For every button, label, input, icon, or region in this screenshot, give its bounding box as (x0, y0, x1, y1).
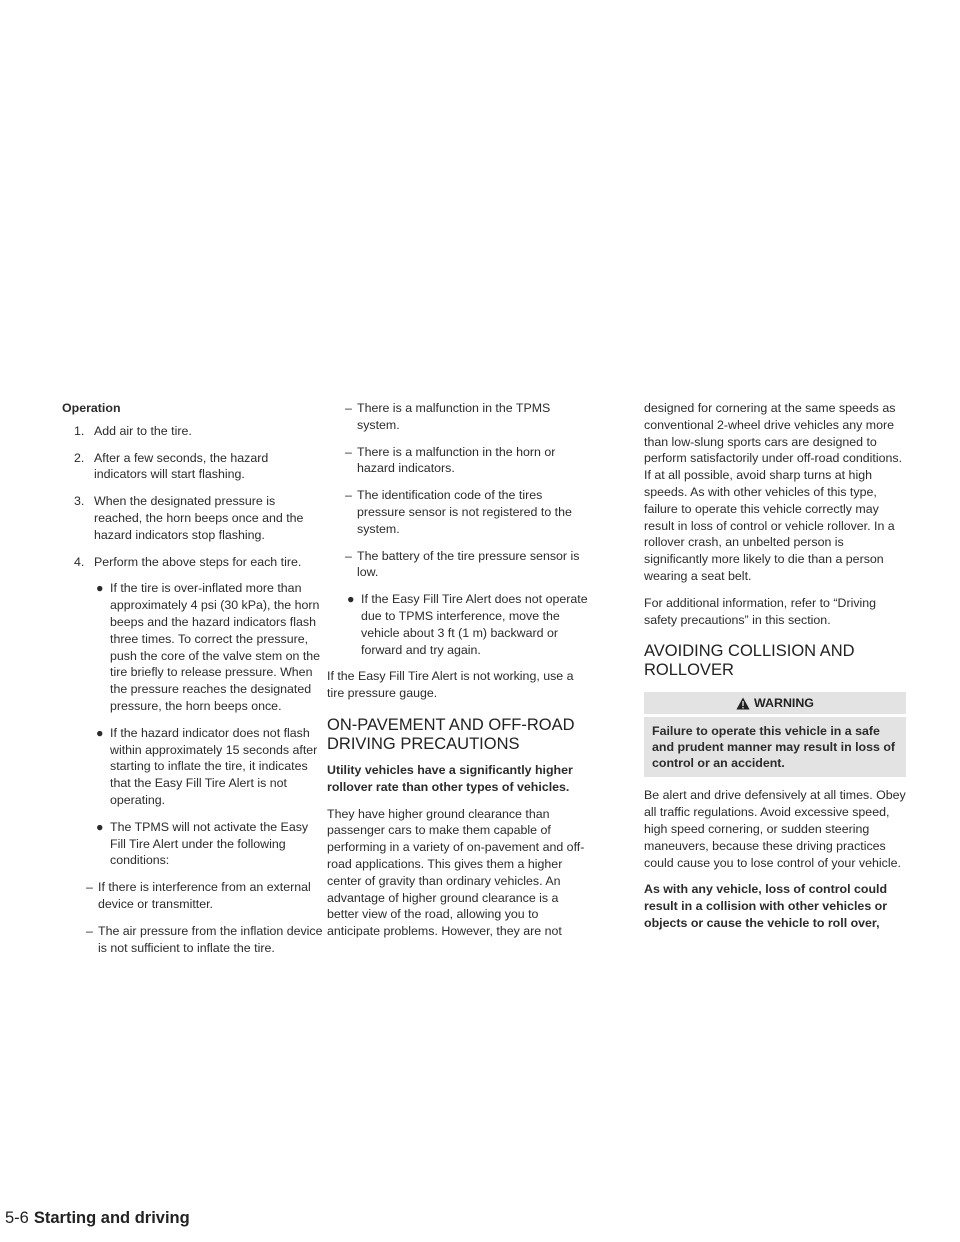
step-text: Perform the above steps for each tire. (94, 554, 302, 569)
dash-icon: – (345, 401, 352, 415)
column-3 (644, 400, 906, 942)
bullet-item (347, 591, 589, 658)
paragraph: They have higher ground clearance than passenger cars to make them capable of performing in a variety of on-pavement and off-road applications. This gives them a higher center of gravity than ordinary vehicles. An advantage of higher ground clearance is a better view of the road, allowing you to anticipate problems. However, they are not (327, 806, 585, 939)
dash-item (345, 444, 589, 478)
section-name: Starting and driving (33, 1209, 190, 1227)
dash-item (86, 879, 324, 913)
dash-icon: – (345, 548, 352, 563)
step-number: 2. (74, 450, 85, 465)
dash-text: There is a malfunction in the horn or hazard indicators. (357, 444, 556, 476)
dash-text: The air pressure from the inflation device is not sufficient to inflate the tire. (98, 923, 323, 955)
step-number: 3. (74, 494, 85, 509)
dash-icon: – (345, 488, 352, 503)
bullet-text: If the tire is over-inflated more than approximately 4 psi (30 kPa), the horn beeps and the hazard indicators flash three times. To correct the pressure, push the core of the valve stem on the tire briefly to release pressure. When the pressure reaches the designated pressure, the horn beeps once. (110, 581, 321, 713)
dash-text: If there is interference from an external device or transmitter. (98, 880, 311, 911)
step-item (62, 493, 324, 543)
page-number: 5-6 (5, 1209, 29, 1227)
step-item (62, 423, 324, 440)
dash-item (345, 548, 589, 582)
warning-triangle-icon (736, 697, 750, 710)
warning-text: Failure to operate this vehicle in a safe and prudent manner may result in loss of control or an accident. (644, 717, 906, 777)
paragraph: If the Easy Fill Tire Alert is not working, use a tire pressure gauge. (327, 669, 574, 701)
bullet-icon: ● (96, 819, 104, 834)
page-footer (5, 1209, 190, 1228)
bullet-text: If the hazard indicator does not flash within approximately 15 seconds after starting to inflate the tire, it indicates that the Easy Fill Tire Alert is not operating. (110, 725, 318, 807)
bullet-text: If the Easy Fill Tire Alert does not operate due to TPMS interference, move the vehicle about 3 ft (1 m) backward or forward and try again. (361, 592, 588, 657)
section-title: ON-PAVEMENT AND OFF-ROAD DRIVING PRECAUTIONS (327, 715, 575, 753)
column-2 (327, 400, 589, 950)
dash-text: There is a malfunction in the TPMS system. (357, 401, 551, 432)
step-text: When the designated pressure is reached, the horn beeps once and the hazard indicators stop flashing. (94, 494, 304, 542)
dash-item (86, 923, 324, 957)
bullet-item (96, 725, 324, 809)
dash-item (345, 400, 589, 434)
warning-label: WARNING (754, 695, 814, 710)
step-item (62, 450, 324, 484)
bullet-text: The TPMS will not activate the Easy Fill Tire Alert under the following conditions: (110, 819, 309, 868)
bullet-icon: ● (96, 725, 104, 740)
step-text: After a few seconds, the hazard indicators will start flashing. (94, 450, 269, 482)
dash-icon: – (86, 880, 93, 895)
step-number: 4. (74, 554, 85, 569)
dash-text: The identification code of the tires pressure sensor is not registered to the system. (357, 488, 572, 536)
dash-item (345, 487, 589, 537)
bullet-item (96, 819, 324, 869)
bold-paragraph: As with any vehicle, loss of control could result in a collision with other vehicles or objects or cause the vehicle to roll over, (644, 882, 888, 930)
bullet-icon: ● (347, 592, 355, 607)
bold-paragraph: Utility vehicles have a significantly higher rollover rate than other types of vehicles. (327, 762, 573, 794)
paragraph: Be alert and drive defensively at all times. Obey all traffic regulations. Avoid excessive speed, high speed cornering, or sudden steering maneuvers, because these driving practices could cause you to lose control of your vehicle. (644, 788, 906, 870)
dash-text: The battery of the tire pressure sensor is low. (357, 548, 580, 580)
paragraph: For additional information, refer to “Driving safety precautions” in this section. (644, 595, 877, 627)
step-number: 1. (74, 423, 85, 438)
dash-icon: – (345, 444, 352, 459)
warning-header (644, 692, 906, 714)
bullet-item (96, 580, 324, 714)
paragraph: designed for cornering at the same speeds as conventional 2-wheel drive vehicles any more than low-slung sports cars are designed to perform satisfactorily under off-road conditions. If at all possible, avoid sharp turns at high speeds. As with other vehicles of this type, failure to operate this vehicle correctly may result in loss of control or vehicle rollover. In a rollover crash, an unbelted person is significantly more likely to die than a person wearing a seat belt. (644, 401, 903, 583)
step-text: Add air to the tire. (94, 423, 192, 438)
bullet-icon: ● (96, 581, 104, 596)
section-title: AVOIDING COLLISION AND ROLLOVER (644, 642, 855, 680)
column-1 (62, 400, 324, 966)
step-item (62, 554, 324, 571)
dash-icon: – (86, 923, 93, 938)
operation-heading: Operation (62, 401, 121, 415)
